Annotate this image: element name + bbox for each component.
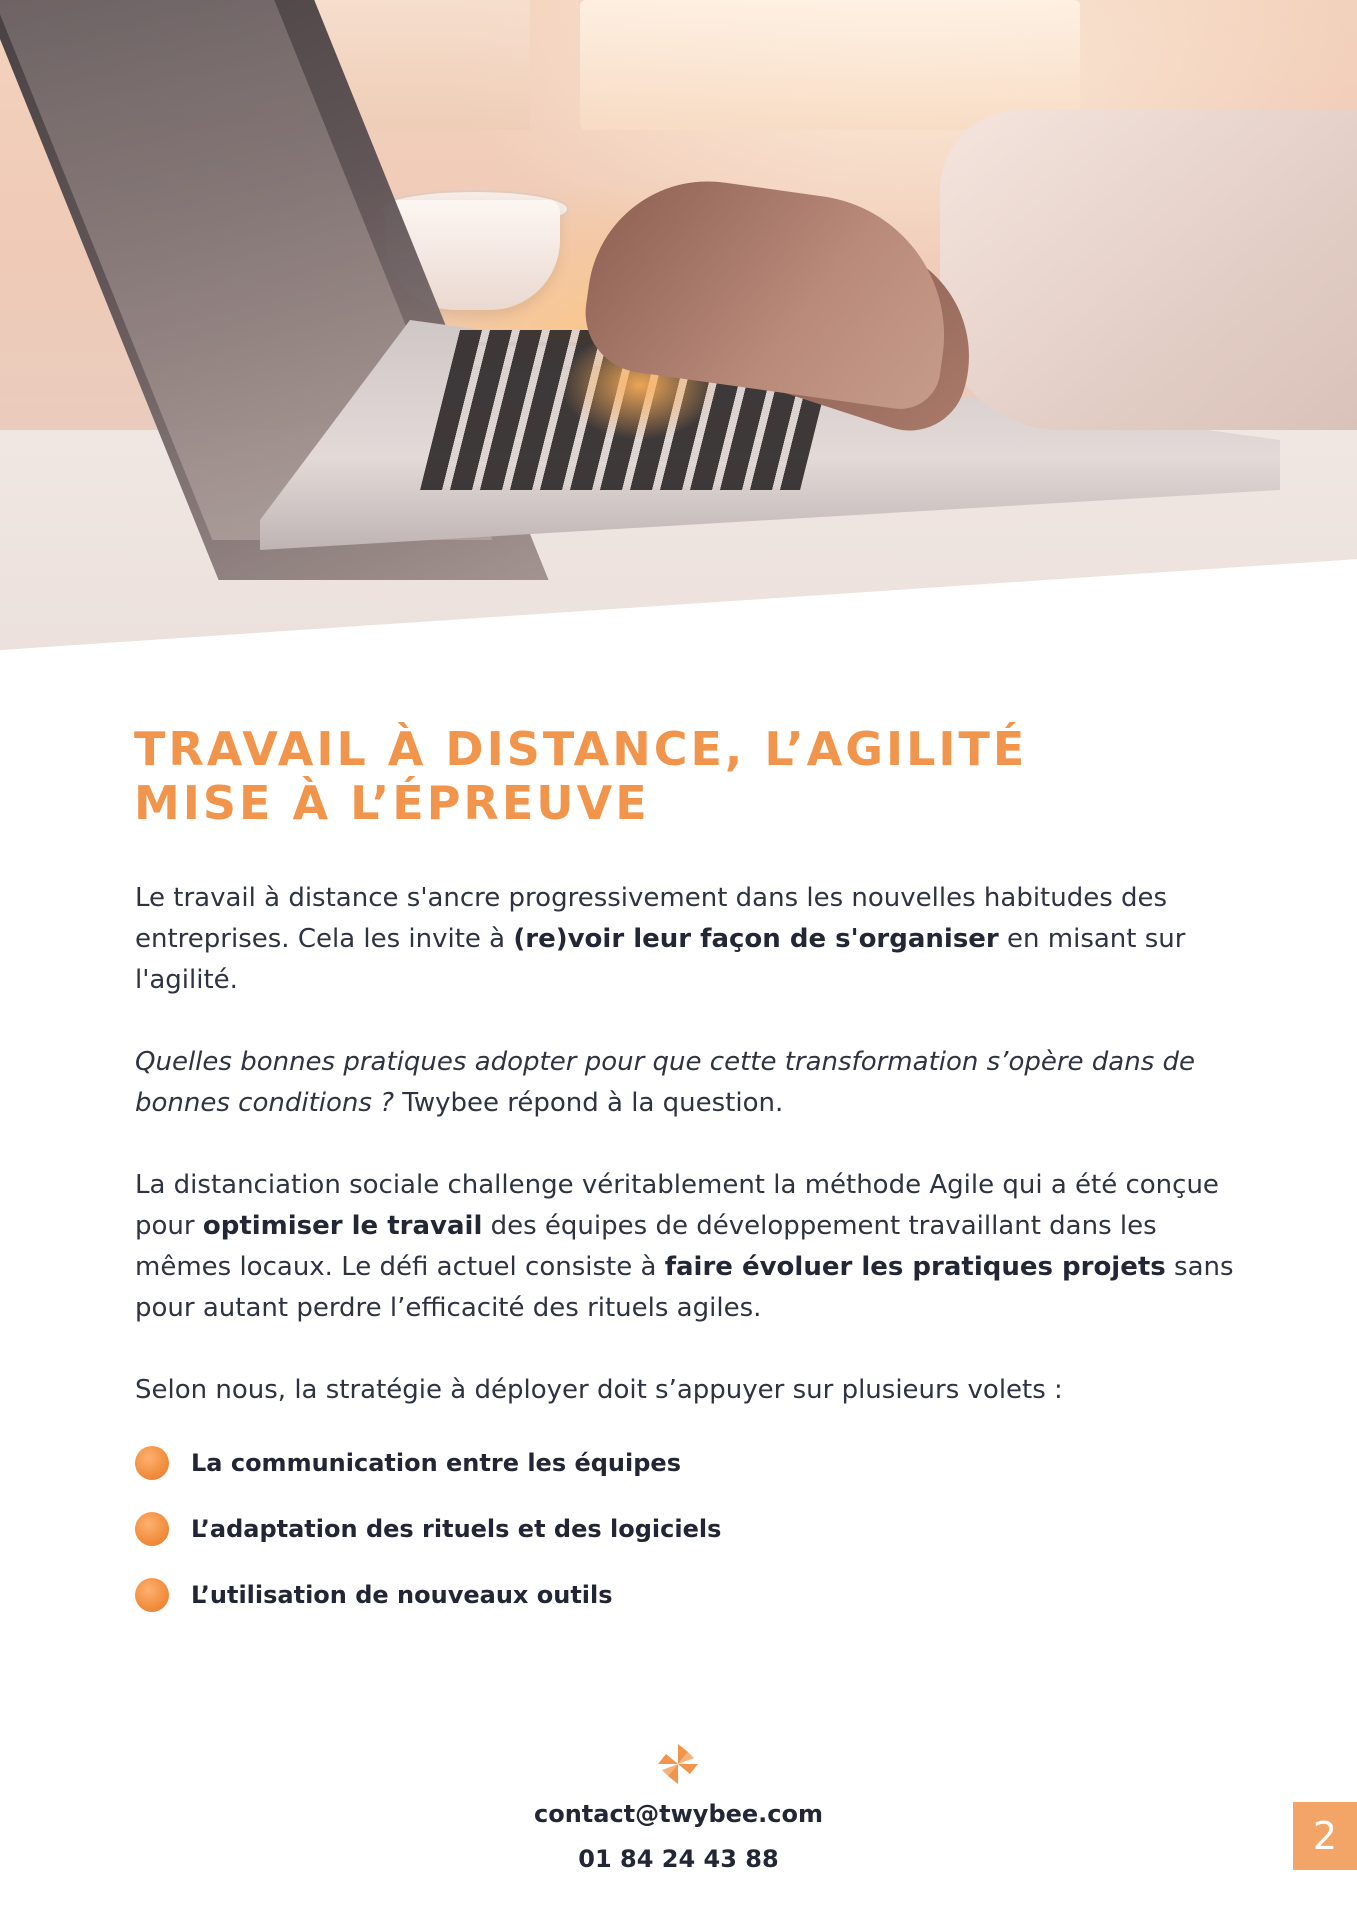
body-text (135, 878, 1245, 1452)
list-item (135, 1446, 721, 1480)
text-run: sans pour autant perdre l’efficacité des rituels agiles. (135, 1252, 1234, 1323)
page-title (134, 722, 1027, 830)
contact-phone[interactable]: 01 84 24 43 88 (578, 1845, 779, 1873)
title-line-2: MISE À L’ÉPREUVE (134, 776, 650, 830)
twybee-pinwheel-icon (656, 1742, 700, 1786)
list-item (135, 1512, 721, 1546)
bold-run: (re)voir leur façon de s'organiser (513, 924, 999, 954)
text-run: Le travail à distance s'ancre progressivement dans les nouvelles habitudes des entreprises. Cela les invite à (135, 883, 1168, 954)
page-number-badge: 2 (1293, 1802, 1357, 1870)
text-run: La distanciation sociale challenge véritablement la méthode Agile qui a été conçue pour (135, 1170, 1219, 1241)
list-item (135, 1578, 721, 1612)
title-line-1: TRAVAIL À DISTANCE, L’AGILITÉ (134, 722, 1028, 776)
text-run: Twybee répond à la question. (394, 1088, 784, 1118)
orange-dot-icon (135, 1512, 169, 1546)
list-item-label: La communication entre les équipes (191, 1449, 681, 1477)
bold-run: faire évoluer les pratiques projets (664, 1252, 1166, 1282)
shirt-sleeve (940, 110, 1357, 430)
question-paragraph (135, 1042, 1245, 1124)
text-run: en misant sur l'agilité. (135, 924, 1186, 995)
strategy-paragraph: Selon nous, la stratégie à déployer doit s’appuyer sur plusieurs volets : (135, 1375, 1063, 1405)
orange-dot-icon (135, 1578, 169, 1612)
agile-paragraph (135, 1165, 1245, 1329)
strategy-list (135, 1446, 721, 1612)
intro-paragraph (135, 878, 1245, 1001)
bold-run: optimiser le travail (202, 1211, 483, 1241)
orange-dot-icon (135, 1446, 169, 1480)
italic-question: Quelles bonnes pratiques adopter pour que cette transformation s’opère dans de bonnes conditions ? (135, 1047, 1196, 1118)
list-item-label: L’adaptation des rituels et des logiciels (191, 1515, 722, 1543)
contact-email[interactable]: contact@twybee.com (533, 1800, 824, 1828)
text-run: des équipes de développement travaillant dans les mêmes locaux. Le défi actuel consiste à (135, 1211, 1157, 1282)
list-item-label: L’utilisation de nouveaux outils (191, 1581, 613, 1609)
hero-photo (0, 0, 1357, 650)
